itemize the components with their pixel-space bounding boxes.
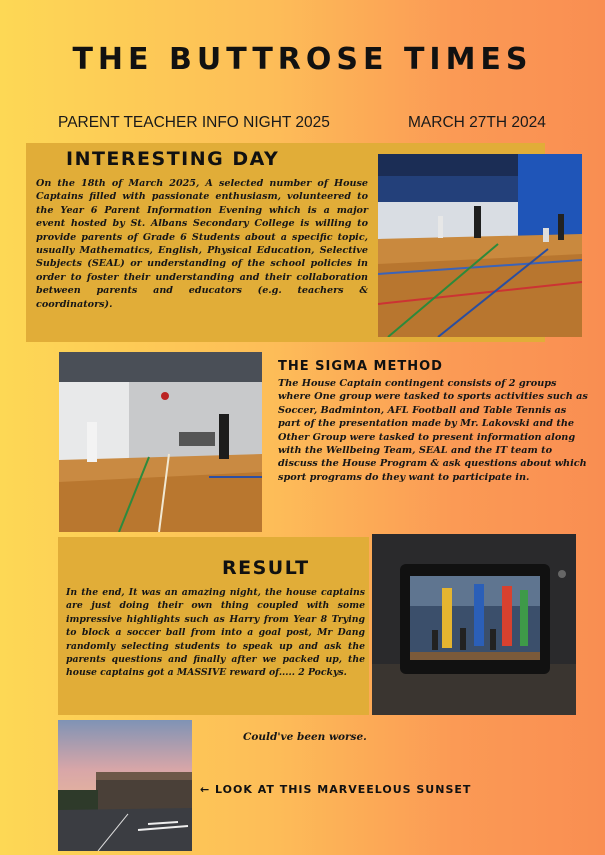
sunset-note: ← LOOK AT THIS MARVEELOUS SUNSET	[200, 783, 472, 796]
gym-soccer-photo	[59, 352, 262, 532]
sigma-method-heading: THE SIGMA METHOD	[278, 359, 443, 374]
gym-badminton-photo	[378, 154, 582, 337]
caption-text: Could've been worse.	[243, 731, 367, 743]
issue-date: MARCH 27TH 2024	[408, 114, 546, 131]
sunset-photo	[58, 720, 192, 851]
result-heading: RESULT	[222, 557, 310, 579]
interesting-day-body: On the 18th of March 2025, A selected number of House Captains filled with passionate enthusiasm, volunteered to the Year 6 Parent Information Evening which is a major event hosted by St. Albans Secondary College is willing to provide parents of Grade 6 Students about a specific topic, usually Mathematics, English, Physical Education, Selective Subjects (SEAL) or understanding of the school policies in order to foster their understanding and their collaboration between parents and educators (e.g. teachers & coordinators).	[36, 178, 368, 310]
event-name: PARENT TEACHER INFO NIGHT 2025	[58, 114, 330, 131]
interesting-day-heading: INTERESTING DAY	[66, 148, 280, 170]
result-body: In the end, It was an amazing night, the house captains are just doing their own thing coupled with some impressive highlights such as Harry from Year 8 Trying to block a soccer ball from into a goal post, Mr Dang randomly selecting students to speak up and ask the parents questions and finally after we packed up, the house captains got a MASSIVE reward of..... 2 Pockys.	[66, 587, 365, 679]
newsletter-title: THE BUTTROSE TIMES	[72, 42, 533, 77]
camera-screen-photo	[372, 534, 576, 715]
sigma-method-body: The House Captain contingent consists of 2 groups where One group were tasked to sports activities such as Soccer, Badminton, AFL Football and Table Tennis as part of the presentation made by Mr. Lakovski and the Other Group were tasked to present information along with the Wellbeing Team, SEAL and the IT team to discuss the House Program & ask questions about which sport programs do they want to participate in.	[278, 378, 588, 483]
